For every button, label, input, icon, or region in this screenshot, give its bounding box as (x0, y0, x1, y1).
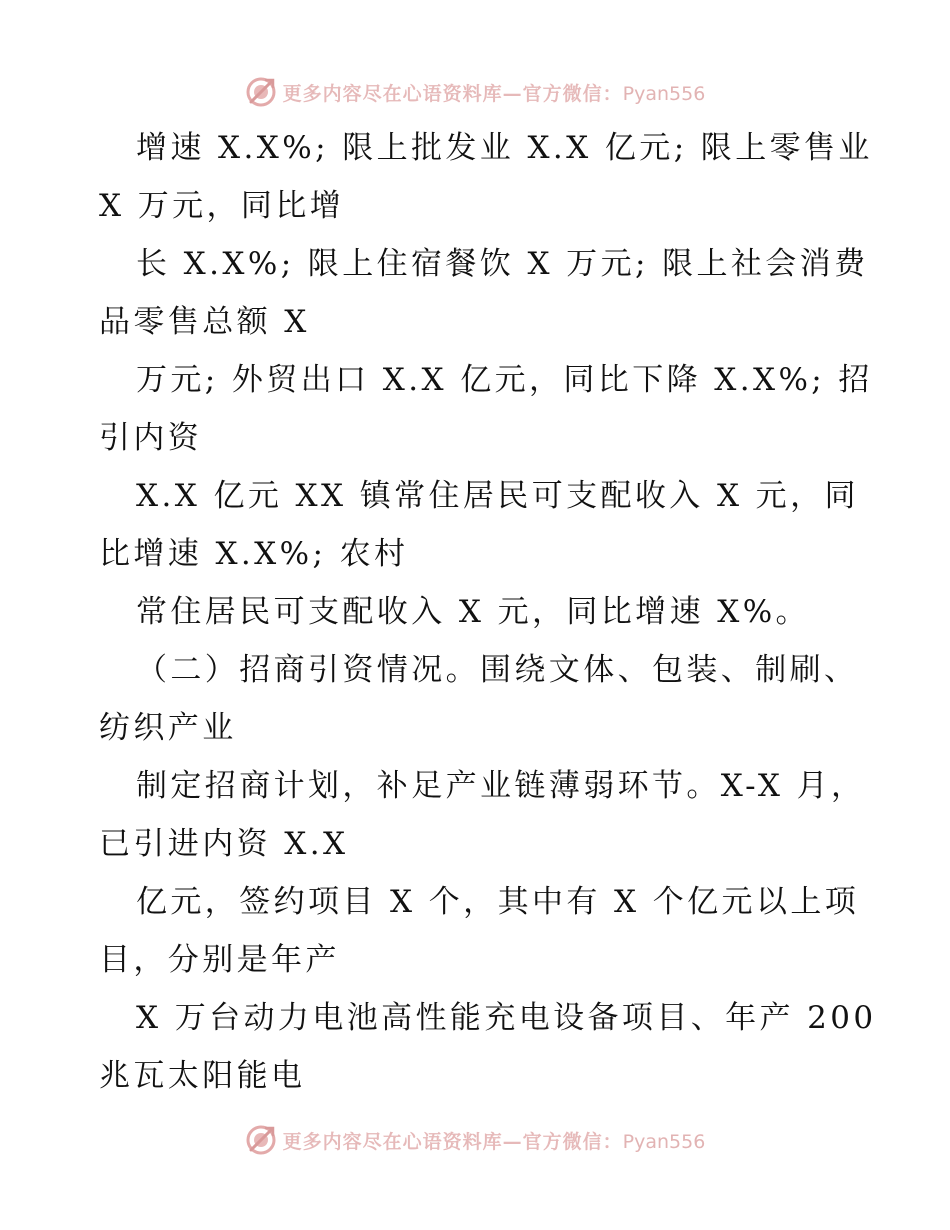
text-line: X.X 亿元 XX 镇常住居民可支配收入 X 元，同 (136, 478, 859, 514)
footer-watermark (0, 1120, 950, 1160)
text-line: 制定招商计划，补足产业链薄弱环节。X-X 月， (136, 768, 866, 804)
watermark-wechat-id: Pyan556 (622, 1130, 706, 1153)
text-line: 兆瓦太阳能电 (99, 1058, 306, 1094)
watermark-text: 更多内容尽在心语资料库—官方微信：Pyan556 (282, 82, 706, 105)
red-seal-logo-icon (245, 76, 277, 108)
watermark-wechat-id: Pyan556 (622, 82, 706, 105)
text-line: 引内资 (99, 420, 203, 456)
watermark-text: 更多内容尽在心语资料库—官方微信：Pyan556 (282, 1130, 706, 1153)
text-line: X 万台动力电池高性能充电设备项目、年产 200 (136, 1000, 877, 1036)
text-line: 目，分别是年产 (99, 942, 340, 978)
text-line: 常住居民可支配收入 X 元，同比增速 X%。 (136, 594, 810, 630)
text-line: 纺织产业 (99, 710, 237, 746)
text-line: X 万元，同比增 (99, 188, 345, 224)
header-watermark (0, 72, 950, 112)
red-seal-logo-icon (245, 1124, 277, 1156)
text-line: 亿元，签约项目 X 个，其中有 X 个亿元以上项 (136, 884, 860, 920)
text-line: 品零售总额 X (99, 304, 310, 340)
text-line: 比增速 X.X%; 农村 (99, 536, 409, 572)
section-heading-line: （二）招商引资情况。围绕文体、包装、制刷、 (136, 652, 859, 688)
text-line: 已引进内资 X.X (99, 826, 349, 862)
text-line: 增速 X.X%; 限上批发业 X.X 亿元; 限上零售业 (136, 130, 873, 166)
text-line: 长 X.X%; 限上住宿餐饮 X 万元; 限上社会消费 (136, 246, 869, 282)
text-line: 万元; 外贸出口 X.X 亿元，同比下降 X.X%; 招 (136, 362, 873, 398)
